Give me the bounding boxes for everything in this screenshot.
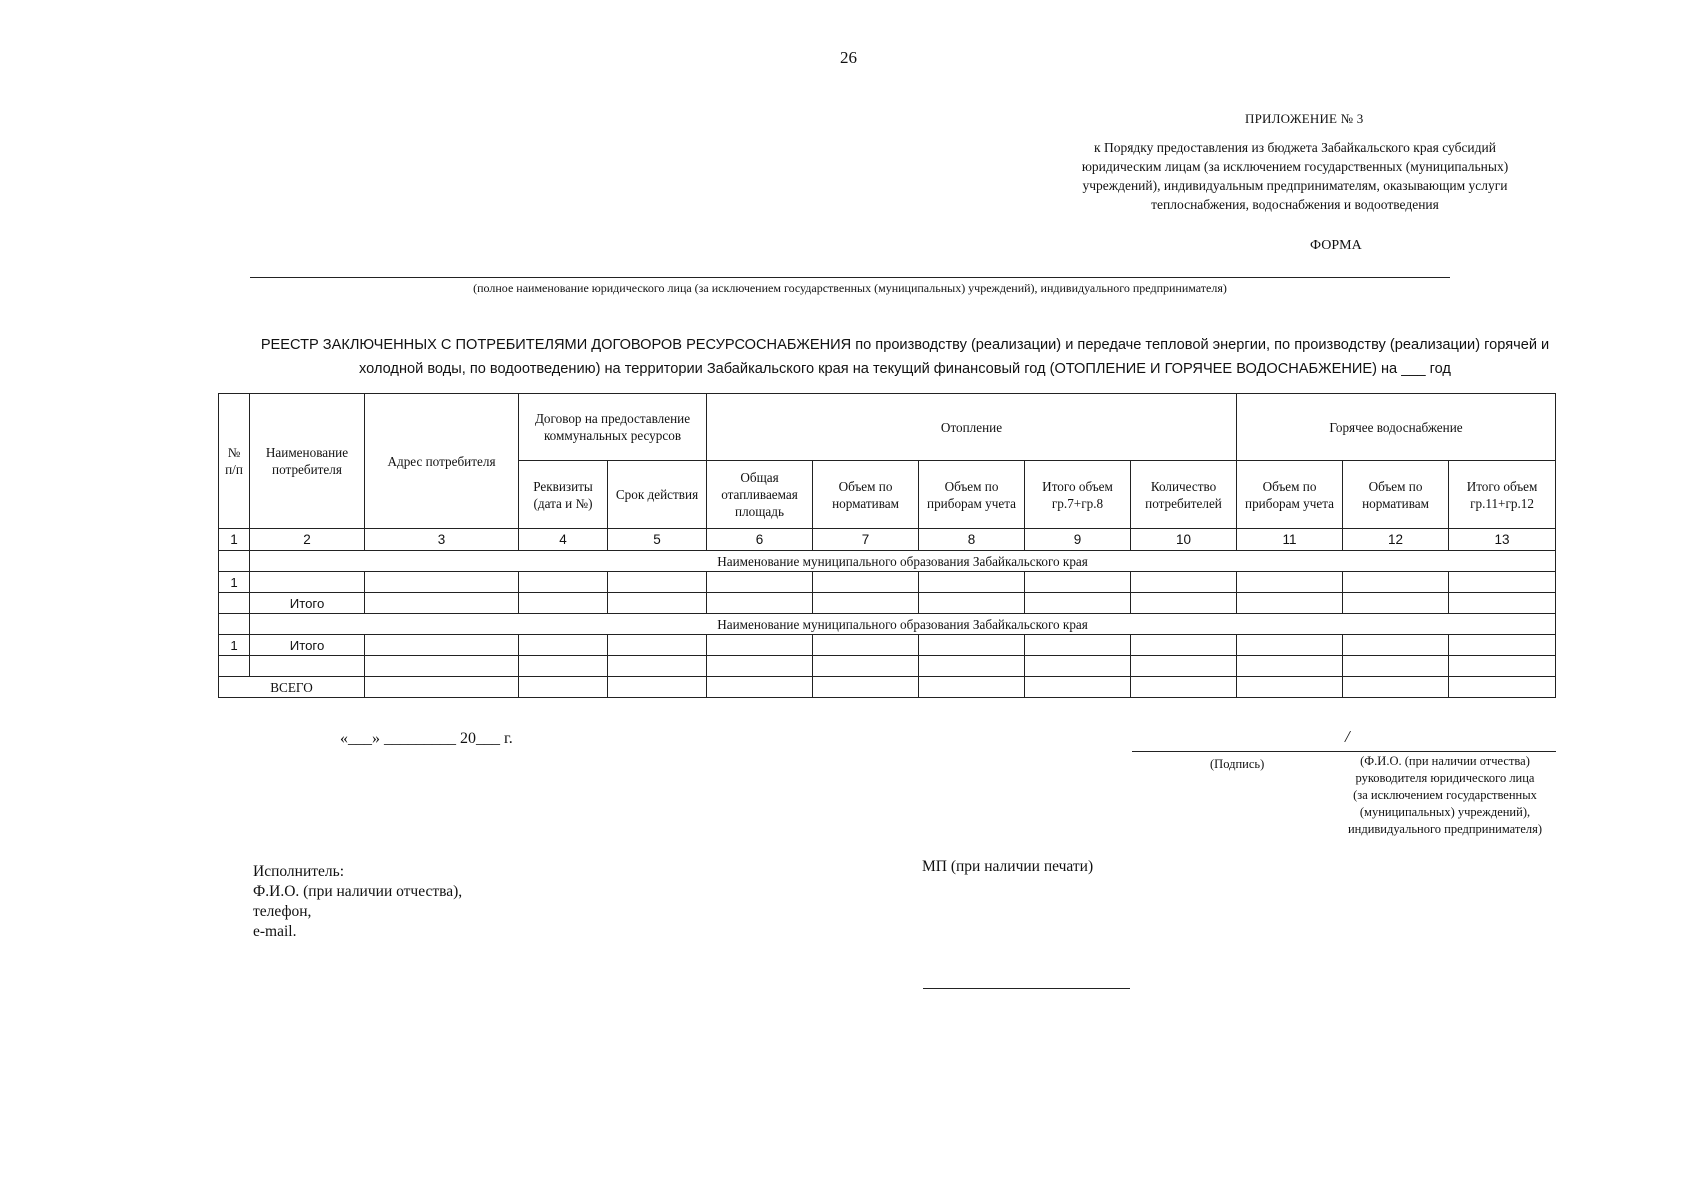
header-num: № п/п [219,394,250,529]
register-title-line: холодной воды, по водоотведению) на территории Забайкальского края на текущий финансовый год (ОТОПЛЕНИЕ И ГОРЯЧЕЕ ВОДОСНАБЖЕНИЕ) на ___ год [359,361,1451,377]
table-cell[interactable] [365,572,519,593]
table-cell[interactable] [919,656,1025,677]
stamp-label: МП (при наличии печати) [922,858,1094,875]
organization-name-line[interactable] [250,277,1450,278]
table-cell[interactable] [1131,593,1237,614]
row-number: 1 [219,572,250,593]
column-number: 9 [1025,529,1131,551]
header-contract-group: Договор на предоставление коммунальных ресурсов [519,394,707,461]
fio-caption-line: руководителя юридического лица [1355,771,1535,785]
subtotal-label: Итого [250,635,365,656]
table-cell[interactable] [919,677,1025,698]
table-cell[interactable] [1131,677,1237,698]
header-requisites: Реквизиты (дата и №) [519,461,608,529]
table-cell[interactable] [1131,656,1237,677]
register-table [218,393,1556,698]
table-cell[interactable] [608,572,707,593]
table-cell[interactable] [1449,593,1556,614]
appendix-line: к Порядку предоставления из бюджета Забайкальского края субсидий [1094,140,1496,155]
table-cell[interactable] [707,656,813,677]
table-cell[interactable] [919,593,1025,614]
date-field[interactable]: «___» _________ 20___ г. [340,730,513,747]
executor-line: e-mail. [253,923,297,940]
table-cell[interactable] [1131,635,1237,656]
table-cell[interactable] [365,635,519,656]
column-number: 4 [519,529,608,551]
column-number: 10 [1131,529,1237,551]
header-volume-norm: Объем по нормативам [813,461,919,529]
column-number: 13 [1449,529,1556,551]
table-cell[interactable] [813,656,919,677]
table-cell[interactable] [1237,635,1343,656]
head-fio-caption [1330,753,1560,838]
municipality-row [219,614,1556,635]
table-cell[interactable] [608,656,707,677]
table-cell[interactable] [1025,656,1131,677]
grand-total-label: ВСЕГО [219,677,365,698]
table-cell[interactable] [250,656,365,677]
column-number: 2 [250,529,365,551]
column-number: 11 [1237,529,1343,551]
table-cell[interactable] [707,593,813,614]
table-cell[interactable] [219,614,250,635]
table-cell[interactable] [365,593,519,614]
table-cell[interactable] [219,551,250,572]
table-cell[interactable] [1025,593,1131,614]
column-number: 7 [813,529,919,551]
subtotal-row [219,593,1556,614]
table-cell[interactable] [813,635,919,656]
table-cell[interactable] [813,677,919,698]
executor-line: Ф.И.О. (при наличии отчества), [253,883,463,900]
municipality-row [219,551,1556,572]
header-total-volume-heating: Итого объем гр.7+гр.8 [1025,461,1131,529]
header-consumer-address: Адрес потребителя [365,394,519,529]
header-hw-total-volume: Итого объем гр.11+гр.12 [1449,461,1556,529]
fio-caption-line: (за исключением государственных [1353,788,1537,802]
column-number: 6 [707,529,813,551]
table-cell[interactable] [1343,635,1449,656]
table-cell[interactable] [1237,593,1343,614]
table-cell[interactable] [519,593,608,614]
table-cell[interactable] [250,572,365,593]
table-cell[interactable] [519,572,608,593]
column-number: 1 [219,529,250,551]
signature-caption: (Подпись) [1210,757,1265,771]
header-hw-volume-meter: Объем по приборам учета [1237,461,1343,529]
appendix-line: теплоснабжения, водоснабжения и водоотведения [1151,197,1439,212]
fio-caption-line: индивидуального предпринимателя) [1347,822,1543,836]
table-cell[interactable] [519,656,608,677]
appendix-line: юридическим лицам (за исключением государственных (муниципальных) [1081,159,1509,174]
row-number: 1 [219,635,250,656]
header-hot-water-group: Горячее водоснабжение [1237,394,1556,461]
table-cell[interactable] [1449,572,1556,593]
table-cell[interactable] [365,677,519,698]
grand-total-row [219,677,1556,698]
table-cell[interactable] [608,635,707,656]
signature-line[interactable] [1132,751,1556,752]
table-cell[interactable] [707,677,813,698]
table-cell[interactable] [1237,572,1343,593]
header-volume-meter: Объем по приборам учета [919,461,1025,529]
header-hw-volume-norm: Объем по нормативам [1343,461,1449,529]
table-cell[interactable] [219,593,250,614]
table-row [219,572,1556,593]
header-heating-group: Отопление [707,394,1237,461]
table-cell[interactable] [707,635,813,656]
column-number: 12 [1343,529,1449,551]
table-cell[interactable] [707,572,813,593]
table-cell[interactable] [1025,635,1131,656]
table-cell[interactable] [813,593,919,614]
page-number: 26 [840,48,857,67]
table-cell[interactable] [1343,593,1449,614]
register-title [245,333,1565,381]
municipality-name: Наименование муниципального образования Забайкальского края [250,551,1556,572]
subtotal-row [219,635,1556,656]
executor-line: Исполнитель: [253,863,345,880]
subtotal-label: Итого [250,593,365,614]
header-heated-area: Общая отапливаемая площадь [707,461,813,529]
table-cell[interactable] [1449,656,1556,677]
table-cell[interactable] [1449,677,1556,698]
table-cell[interactable] [608,593,707,614]
table-cell[interactable] [919,635,1025,656]
fio-caption-line: (муниципальных) учреждений), [1359,805,1531,819]
table-cell[interactable] [219,656,250,677]
table-cell[interactable] [365,656,519,677]
municipality-name: Наименование муниципального образования Забайкальского края [250,614,1556,635]
table-cell[interactable] [519,635,608,656]
executor-line: телефон, [253,903,312,920]
table-cell[interactable] [813,572,919,593]
form-label: ФОРМА [1310,238,1362,253]
signature-separator: / [1345,727,1350,746]
appendix-line: учреждений), индивидуальным предпринимателям, оказывающим услуги [1082,178,1508,193]
table-cell[interactable] [608,677,707,698]
fio-caption-line: (Ф.И.О. (при наличии отчества) [1360,754,1530,768]
header-consumers-count: Количество потребителей [1131,461,1237,529]
column-number: 3 [365,529,519,551]
organization-name-caption: (полное наименование юридического лица (за исключением государственных (муниципальных) учреждений), индивидуального предпринимателя) [473,281,1227,295]
table-cell[interactable] [1343,677,1449,698]
header-validity: Срок действия [608,461,707,529]
column-number: 5 [608,529,707,551]
register-title-line: РЕЕСТР ЗАКЛЮЧЕННЫХ С ПОТРЕБИТЕЛЯМИ ДОГОВОРОВ РЕСУРСОСНАБЖЕНИЯ по производству (реализации) и передаче тепловой энергии, по производству (реализации) горячей и [260,337,1550,353]
table-cell[interactable] [919,572,1025,593]
table-row [219,656,1556,677]
table-cell[interactable] [1025,677,1131,698]
table-cell[interactable] [1343,572,1449,593]
appendix-title: ПРИЛОЖЕНИЕ № 3 [1245,111,1364,126]
table-cell[interactable] [1131,572,1237,593]
table-cell[interactable] [1237,677,1343,698]
table-cell[interactable] [1237,656,1343,677]
column-number: 8 [919,529,1025,551]
table-cell[interactable] [1343,656,1449,677]
table-cell[interactable] [1449,635,1556,656]
table-cell[interactable] [519,677,608,698]
executor-block [253,862,462,942]
stamp-signature-line[interactable] [923,988,1130,989]
appendix-text [1045,138,1545,214]
table-cell[interactable] [1025,572,1131,593]
header-consumer-name: Наименование потребителя [250,394,365,529]
